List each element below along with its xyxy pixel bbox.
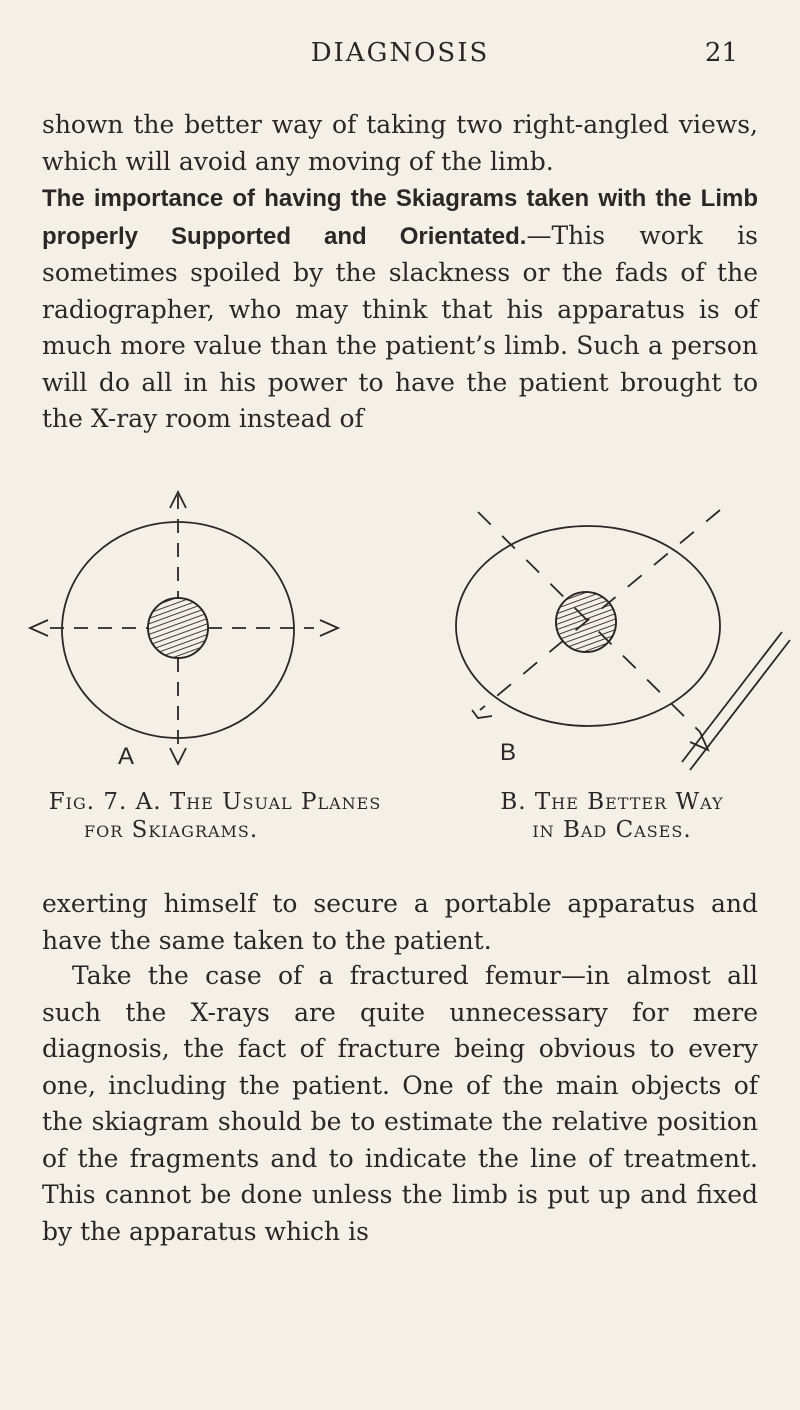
arrow-down-icon [170,748,186,764]
label-a: A [118,743,135,770]
paragraph-4: Take the case of a fractured femur—in almost all such the X-rays are quite unnecessary for mere diagnosis, the fact of fracture being obvious to every one, including the patient. One of the main objects of the skiagram should be to estimate the relative position of the fragments and to indicate the line of treatment. This cannot be done unless the limb is put up and fixed by the apparatus which is [42,961,758,1246]
caption-right [462,788,762,844]
figure-7 [0,470,800,870]
paragraph-2 [42,180,758,438]
paragraph-3: exerting himself to secure a portable apparatus and have the same taken to the patient. [42,889,758,955]
section-heading: The importance of having the Skiagrams taken with the Limb properly Supported and Orientated. [42,185,758,250]
running-head: DIAGNOSIS [310,38,490,68]
paragraph-1: shown the better way of taking two right-angled views, which will avoid any moving of the limb. [42,110,758,176]
caption-right-line-1: B. The Better Way [500,789,724,815]
paragraph-2-text: —This work is sometimes spoiled by the slackness or the fads of the radiographer, who may think that his apparatus is of much more value than the patient’s limb. Such a person will do all in his power to have the patient brought to the X-ray room instead of [42,220,759,433]
caption-left [40,788,390,844]
arrow-lower-left-icon [472,710,492,718]
label-b: B [500,739,517,766]
arrow-right-icon [320,620,338,636]
diagram-b [456,510,790,770]
diagram-a [30,492,338,764]
page-header [0,38,800,82]
plate-line-1 [690,640,790,770]
caption-right-line-2: in Bad Cases. [532,817,692,843]
arrow-left-icon [30,620,48,636]
page-number: 21 [704,38,738,68]
caption-left-line-1: Fig. 7. A. The Usual Planes [48,789,382,815]
caption-left-line-2: for Skiagrams. [84,817,259,843]
